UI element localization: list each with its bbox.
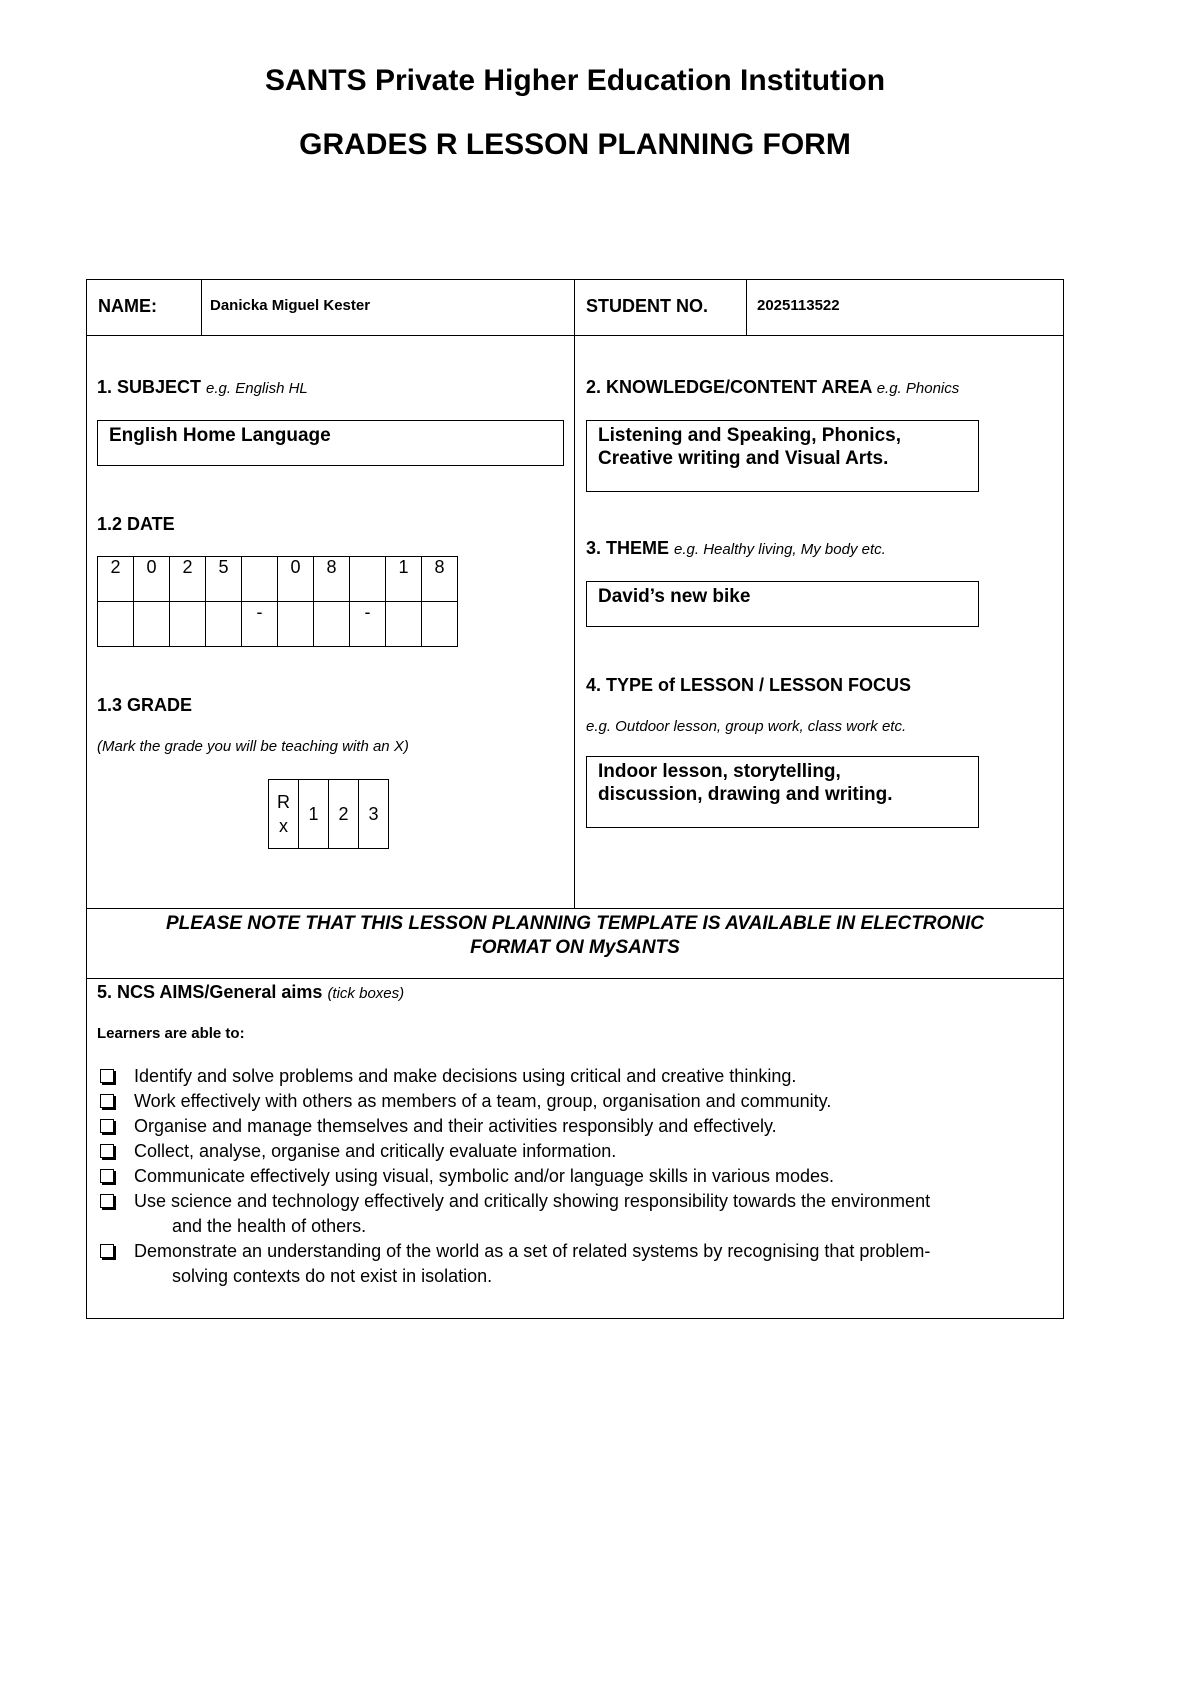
lesson-type-label: 4. TYPE of LESSON / LESSON FOCUS: [586, 675, 912, 695]
aim-text-continuation: solving contexts do not exist in isolation.: [172, 1266, 493, 1286]
date-cell[interactable]: 0: [278, 557, 314, 602]
theme-field[interactable]: [586, 581, 979, 627]
knowledge-value-line2: Creative writing and Visual Arts.: [598, 448, 889, 469]
aim-checkbox[interactable]: [100, 1119, 114, 1133]
aims-intro: Learners are able to:: [97, 1025, 245, 1042]
date-cell[interactable]: 8: [314, 557, 350, 602]
grade-grid[interactable]: [268, 779, 389, 849]
aims-heading: [97, 982, 404, 1003]
aim-checkbox[interactable]: [100, 1169, 114, 1183]
divider-header-row: [86, 335, 1064, 336]
grade-option-label: R: [277, 792, 290, 812]
theme-example: e.g. Healthy living, My body etc.: [674, 541, 886, 558]
knowledge-field[interactable]: [586, 420, 979, 492]
aim-text: Work effectively with others as members of a team, group, organisation and community.: [134, 1091, 832, 1111]
theme-value: David’s new bike: [598, 586, 751, 607]
date-separator-row: [98, 602, 458, 647]
divider-student-no-cell: [746, 279, 747, 335]
aim-item: [98, 1139, 1058, 1164]
subject-field[interactable]: [97, 420, 564, 466]
subject-label: 1. SUBJECT: [97, 377, 202, 397]
divider-center-column: [574, 279, 575, 908]
date-cell[interactable]: 2: [170, 557, 206, 602]
aim-item: [98, 1164, 1058, 1189]
date-cell[interactable]: [314, 602, 350, 647]
date-cell[interactable]: 2: [98, 557, 134, 602]
date-cell[interactable]: [278, 602, 314, 647]
aim-item: [98, 1114, 1058, 1139]
electronic-format-note: [86, 912, 1064, 960]
knowledge-label: 2. KNOWLEDGE/CONTENT AREA: [586, 377, 872, 397]
aim-text: Organise and manage themselves and their activities responsibly and effectively.: [134, 1116, 777, 1136]
aim-text: Collect, analyse, organise and critically evaluate information.: [134, 1141, 617, 1161]
aim-text-continuation: and the health of others.: [172, 1216, 367, 1236]
subject-value: English Home Language: [109, 425, 331, 446]
date-grid[interactable]: [97, 556, 458, 647]
date-cell[interactable]: [170, 602, 206, 647]
note-line1: PLEASE NOTE THAT THIS LESSON PLANNING TEMPLATE IS AVAILABLE IN ELECTRONIC: [165, 913, 985, 934]
aim-text: Identify and solve problems and make decisions using critical and creative thinking.: [134, 1066, 797, 1086]
grade-option-2[interactable]: 2: [329, 780, 359, 849]
aims-checklist: [98, 1064, 1058, 1289]
institution-title: SANTS Private Higher Education Institution: [264, 64, 886, 97]
date-cell[interactable]: -: [242, 602, 278, 647]
grade-option-1[interactable]: 1: [299, 780, 329, 849]
aim-text: Use science and technology effectively and critically showing responsibility towards the environment: [134, 1191, 931, 1211]
date-cell[interactable]: [98, 602, 134, 647]
aim-item: [98, 1064, 1058, 1089]
lesson-type-value-line2: discussion, drawing and writing.: [598, 784, 893, 805]
grade-mark: x: [279, 816, 288, 836]
date-cell[interactable]: [134, 602, 170, 647]
lesson-type-value-line1: Indoor lesson, storytelling,: [598, 761, 841, 782]
aim-text: Communicate effectively using visual, symbolic and/or language skills in various modes.: [134, 1166, 834, 1186]
divider-name-cell: [201, 279, 202, 335]
aim-checkbox[interactable]: [100, 1244, 114, 1258]
student-number-label: STUDENT NO.: [586, 296, 709, 316]
aim-checkbox[interactable]: [100, 1194, 114, 1208]
date-cell[interactable]: [386, 602, 422, 647]
note-line2: FORMAT ON MySANTS: [470, 937, 680, 958]
divider-note-top: [86, 908, 1064, 909]
date-cell[interactable]: -: [350, 602, 386, 647]
date-cell[interactable]: [422, 602, 458, 647]
knowledge-heading: [586, 377, 959, 398]
aim-checkbox[interactable]: [100, 1144, 114, 1158]
grade-instruction: (Mark the grade you will be teaching with an X): [97, 738, 409, 755]
date-cell[interactable]: 5: [206, 557, 242, 602]
aims-hint: (tick boxes): [327, 985, 405, 1002]
date-cell[interactable]: [206, 602, 242, 647]
date-cell[interactable]: 0: [134, 557, 170, 602]
subject-heading: [97, 377, 308, 398]
lesson-type-field[interactable]: [586, 756, 979, 828]
subject-example: e.g. English HL: [206, 380, 308, 397]
knowledge-value-line1: Listening and Speaking, Phonics,: [598, 425, 901, 446]
aims-label: 5. NCS AIMS/General aims: [97, 982, 323, 1002]
form-title: GRADES R LESSON PLANNING FORM: [299, 128, 851, 161]
aim-checkbox[interactable]: [100, 1069, 114, 1083]
aim-checkbox[interactable]: [100, 1094, 114, 1108]
grade-option-r[interactable]: [269, 780, 299, 849]
theme-label: 3. THEME: [586, 538, 670, 558]
theme-heading: [586, 538, 886, 559]
lesson-type-example: e.g. Outdoor lesson, group work, class work etc.: [586, 718, 907, 735]
knowledge-example: e.g. Phonics: [876, 380, 960, 397]
name-label: NAME:: [98, 296, 157, 316]
grade-option-3[interactable]: 3: [359, 780, 389, 849]
aim-text: Demonstrate an understanding of the world as a set of related systems by recognising that problem-: [134, 1241, 931, 1261]
date-cell[interactable]: [242, 557, 278, 602]
date-cell[interactable]: [350, 557, 386, 602]
name-value: Danicka Miguel Kester: [210, 297, 371, 314]
date-label: 1.2 DATE: [97, 514, 175, 534]
aim-item: [98, 1189, 1058, 1239]
date-cell[interactable]: 8: [422, 557, 458, 602]
date-cell[interactable]: 1: [386, 557, 422, 602]
aim-item: [98, 1089, 1058, 1114]
student-number-value: 2025113522: [757, 297, 840, 314]
grade-label: 1.3 GRADE: [97, 695, 193, 715]
divider-note-bottom: [86, 978, 1064, 979]
aim-item: [98, 1239, 1058, 1289]
date-digit-row: [98, 557, 458, 602]
